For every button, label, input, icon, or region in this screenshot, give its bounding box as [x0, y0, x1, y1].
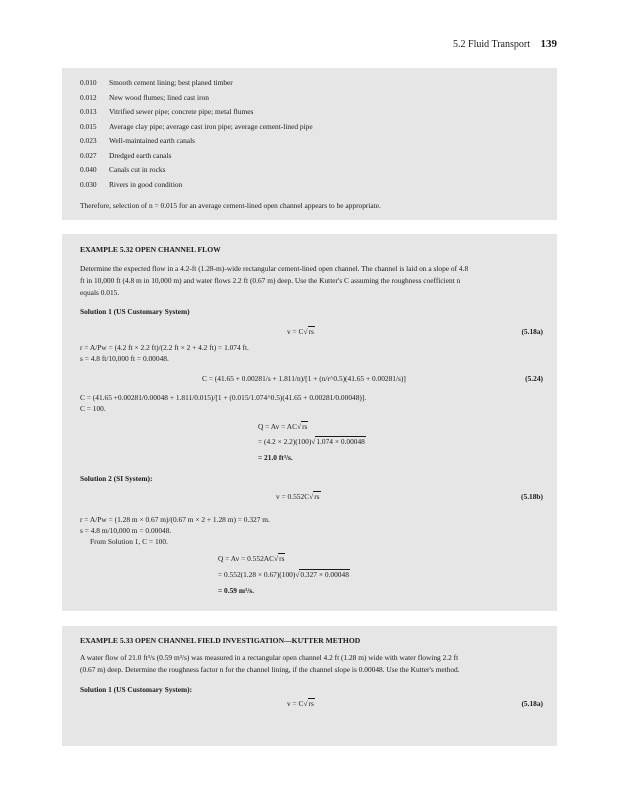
problem-line-2: (0.67 m) deep. Determine the roughness factor n for the channel lining, if the channel slope is 0.00048. Use the Kutter's method.	[80, 665, 460, 674]
equation-number: (5.24)	[525, 374, 543, 383]
eq-lhs: = 0.552(1.28 × 0.67)(100)	[218, 570, 296, 579]
surface-description: Smooth cement lining; best planed timber	[109, 78, 233, 87]
surface-description: Canals cut in rocks	[109, 165, 166, 174]
equation-number: (5.18b)	[521, 492, 543, 501]
section-title: 5.2 Fluid Transport	[453, 39, 530, 50]
page-header	[453, 38, 557, 50]
solution-2-heading: Solution 2 (SI System):	[80, 474, 153, 483]
solution-1-heading: Solution 1 (US Customary System):	[80, 685, 193, 694]
flow-equation-1: Q = Av = AC√rs	[258, 422, 308, 431]
roughness-value: 0.030	[80, 179, 97, 189]
example-5-33-box	[62, 626, 557, 746]
eq-radicand: 0.327 × 0.00048	[300, 570, 349, 579]
hydraulic-radius-line-si: r = A/Pw = (1.28 m × 0.67 m)/(0.67 m × 2 + 1.28 m) = 0.327 m.	[80, 515, 270, 524]
flow-result-si: = 0.59 m³/s.	[218, 586, 254, 595]
slope-line: s = 4.8 ft/10,000 ft = 0.00048.	[80, 354, 169, 363]
from-solution-line: From Solution 1, C = 100.	[90, 537, 168, 546]
eq-radicand: rs	[279, 554, 285, 563]
surface-description: Vitrified sewer pipe; concrete pipe; metal flumes	[109, 107, 254, 116]
problem-line-3: equals 0.015.	[80, 288, 120, 297]
roughness-value: 0.040	[80, 165, 97, 174]
example-title: EXAMPLE 5.33 OPEN CHANNEL FIELD INVESTIGATION—KUTTER METHOD	[80, 636, 361, 645]
equation-number: (5.18a)	[521, 699, 543, 708]
slope-line-si: s = 4.8 m/10,000 m = 0.00048.	[80, 526, 172, 535]
eq-lhs: Q = Av = AC	[258, 422, 297, 431]
problem-line-1: A water flow of 21.0 ft³/s (0.59 m³/s) was measured in a rectangular open channel 4.2 ft (1.28 m) wide with water flowing 2.2 ft	[80, 653, 459, 662]
roughness-value: 0.027	[80, 150, 97, 160]
page-number: 139	[540, 38, 557, 50]
surface-description: Rivers in good condition	[109, 179, 183, 189]
roughness-table-box	[62, 68, 557, 220]
eq-radicand: rs	[308, 699, 314, 708]
surface-description: Dredged earth canals	[109, 150, 172, 160]
c-value: C = 100.	[80, 404, 106, 413]
eq-lhs: v = C	[287, 699, 304, 708]
equation-5-18b: v = 0.552C√rs	[276, 492, 320, 501]
equation-5-18a: v = C√rs	[287, 699, 314, 708]
flow-equation-2: = (4.2 × 2.2)(100)√1.074 × 0.00048	[258, 437, 365, 446]
surface-description: Average clay pipe; average cast iron pipe; average cement-lined pipe	[109, 121, 313, 131]
hydraulic-radius-line: r = A/Pw = (4.2 ft × 2.2 ft)/(2.2 ft × 2 + 4.2 ft) = 1.074 ft.	[80, 343, 249, 352]
example-title: EXAMPLE 5.32 OPEN CHANNEL FLOW	[80, 245, 221, 254]
roughness-value: 0.013	[80, 107, 97, 116]
equation-5-18a: v = C√rs	[287, 327, 314, 336]
surface-description: New wood flumes; lined cast iron	[109, 92, 209, 102]
eq-lhs: v = 0.552C	[276, 492, 310, 501]
roughness-value: 0.010	[80, 78, 97, 87]
c-calculation: C = (41.65 +0.00281/0.00048 + 1.811/0.015)/[1 + (0.015/1.074^0.5)(41.65 + 0.00281/0.00048)].	[80, 393, 367, 402]
equation-number: (5.18a)	[521, 327, 543, 336]
conclusion-text: Therefore, selection of n = 0.015 for an average cement-lined open channel appears to be appropriate.	[80, 201, 381, 210]
eq-radicand: rs	[314, 492, 320, 501]
eq-lhs: v = C	[287, 327, 304, 336]
eq-lhs: Q = Av = 0.552AC	[218, 554, 275, 563]
flow-result: = 21.0 ft³/s.	[258, 453, 293, 462]
example-5-32-box	[62, 234, 557, 611]
eq-radicand: rs	[302, 422, 308, 431]
roughness-value: 0.012	[80, 92, 97, 102]
surface-description: Well-maintained earth canals	[109, 136, 195, 145]
roughness-value: 0.015	[80, 121, 97, 131]
eq-radicand: rs	[308, 327, 314, 336]
eq-lhs: = (4.2 × 2.2)(100)	[258, 437, 312, 446]
roughness-value: 0.023	[80, 136, 97, 145]
solution-1-heading: Solution 1 (US Customary System)	[80, 307, 190, 316]
eq-radicand: 1.074 × 0.00048	[316, 437, 365, 446]
problem-line-2: ft in 10,000 ft (4.8 m in 10,000 m) and water flows 2.2 ft (0.67 m) deep. Use the Kutter's C assuming the roughness coefficient n	[80, 276, 461, 285]
flow-equation-si-2: = 0.552(1.28 × 0.67)(100)√0.327 × 0.00048	[218, 570, 349, 579]
flow-equation-si-1: Q = Av = 0.552AC√rs	[218, 554, 285, 563]
kutter-formula: C = (41.65 + 0.00281/s + 1.811/n)/[1 + (n/r^0.5)(41.65 + 0.00281/s)]	[202, 374, 406, 383]
problem-line-1: Determine the expected flow in a 4.2-ft (1.28-m)-wide rectangular cement-lined open channel. The channel is laid on a slope of 4.8	[80, 264, 469, 273]
